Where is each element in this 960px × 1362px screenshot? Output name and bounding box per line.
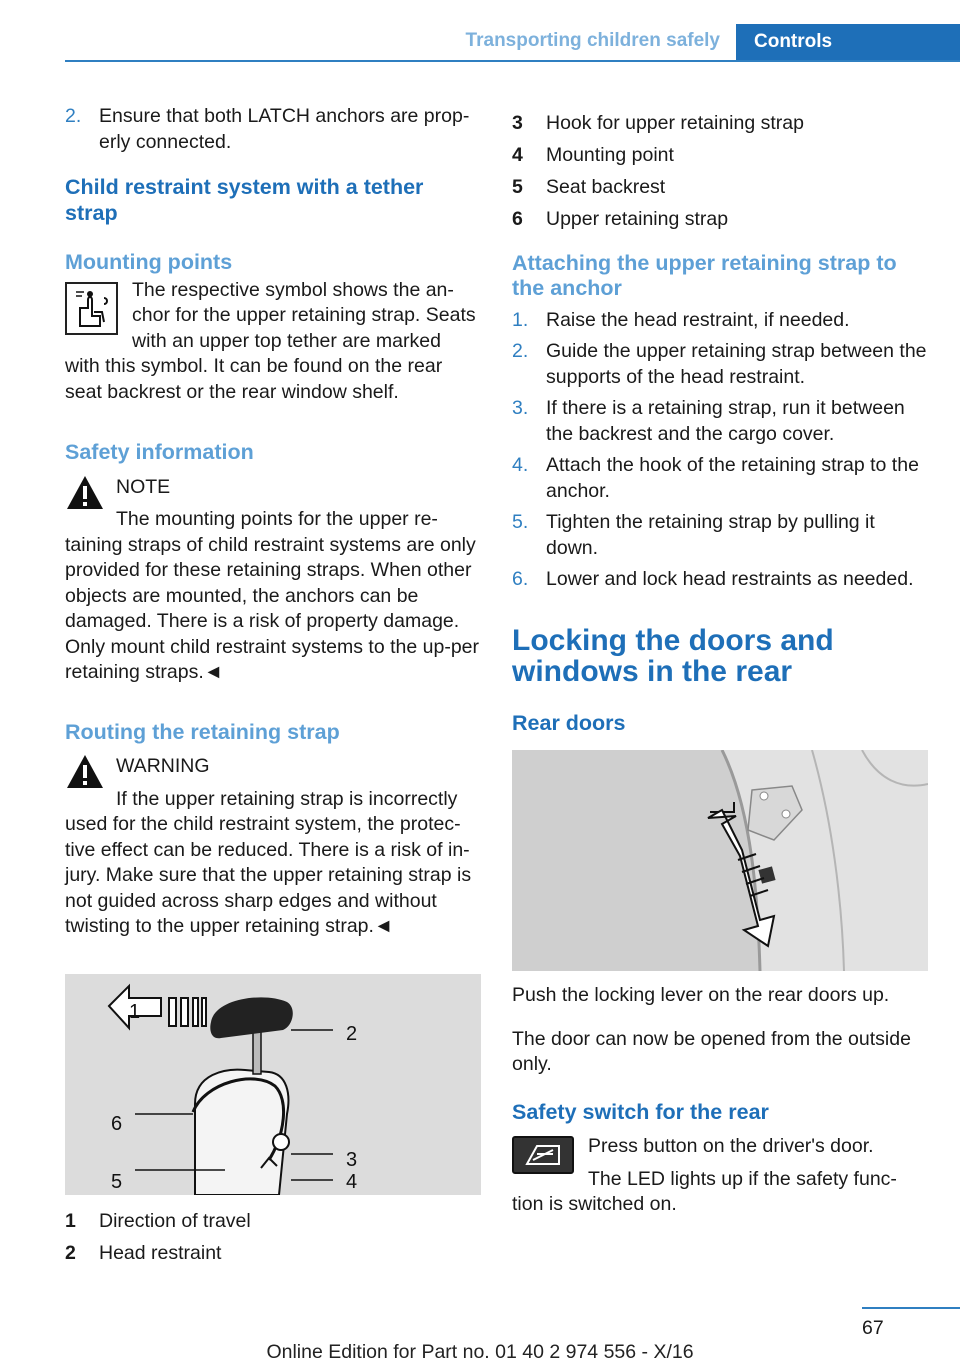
warning-text: If the upper retaining strap is incorrectly used for the child restraint system, the protec‐tive effect can be reduced. There is a risk of in‐jury. Make sure that the upper retaining strap is not guided across sharp edges and without twisting to the upper retaining strap.◄ (65, 787, 472, 937)
step-item (65, 104, 481, 155)
rear-door-figure (512, 750, 928, 971)
left-column (65, 104, 481, 1273)
note-block (65, 475, 481, 686)
note-text: The mounting points for the upper re‐taining straps of child restraint systems are only provided for these retaining straps. When other objects are mounted, the anchors can be damaged. There is a risk of property damage. Only mount child restraint systems to the up‐per retaining straps.◄ (65, 508, 480, 683)
figure-legend (65, 1209, 481, 1267)
chapter-tab[interactable]: Controls (736, 24, 960, 62)
warning-triangle-icon (65, 473, 105, 513)
step-number: 2. (65, 105, 82, 127)
warning-triangle-icon (65, 752, 105, 792)
door-text: The door can now be opened from the outside only. (512, 1027, 911, 1075)
legend-item: 2 Head restraint (65, 1241, 222, 1264)
press-text: Press button on the driver's door. (588, 1135, 874, 1157)
safety-heading: Safety information (65, 440, 254, 464)
mounting-text: The respective symbol shows the an‐chor for the upper retaining strap. Seats with an upper top tether are marked with this symbol. It can be found on the rear seat backrest or the rear window shelf. (65, 278, 476, 403)
figure-label-1: 1 (129, 1000, 141, 1023)
step-text: Ensure that both LATCH anchors are prop‐erly connected. (99, 105, 470, 153)
header-rule (65, 60, 960, 62)
figure-label-2: 2 (346, 1022, 358, 1045)
footer-rule (862, 1307, 960, 1309)
step-item: 3. If there is a retaining strap, run it between the backrest and the cargo cover. (512, 397, 905, 445)
legend-item: 5 Seat backrest (512, 176, 666, 198)
right-column (512, 111, 928, 1218)
legend-item: 4 Mounting point (512, 144, 674, 166)
child-lock-button-icon (512, 1136, 574, 1174)
safety-switch-heading: Safety switch for the rear (512, 1099, 769, 1124)
step-item: 2. Guide the upper retaining strap between the supports of the head restraint. (512, 340, 927, 388)
figure-label-5: 5 (111, 1170, 123, 1193)
step-item: 1. Raise the head restraint, if needed. (512, 308, 850, 331)
figure-label-4: 4 (346, 1170, 358, 1193)
legend-item: 3 Hook for upper retaining strap (512, 112, 804, 134)
note-title: NOTE (116, 475, 171, 498)
tether-heading: Child restraint system with a tether strap (65, 175, 424, 225)
child-seat-anchor-icon (65, 282, 118, 335)
tether-figure (65, 974, 481, 1195)
step-item: 4. Attach the hook of the retaining strap to the anchor. (512, 454, 919, 502)
step-item: 5. Tighten the retaining strap by pulling it down. (512, 511, 875, 559)
legend-item: 1 Direction of travel (65, 1209, 251, 1232)
led-text: The LED lights up if the safety func‐tion is switched on. (512, 1167, 897, 1215)
figure-legend-continued (512, 111, 928, 233)
routing-heading: Routing the retaining strap (65, 719, 340, 744)
page-number: 67 (862, 1317, 884, 1339)
section-title: Transporting children safely (465, 30, 720, 51)
locking-heading: Locking the doors and windows in the rear (512, 623, 834, 688)
figure-label-6: 6 (111, 1112, 123, 1135)
attach-heading: Attaching the upper retaining strap to the anchor (512, 250, 897, 300)
push-text: Push the locking lever on the rear doors up. (512, 984, 890, 1006)
edition-text: Online Edition for Part no. 01 40 2 974 556 - X/16 (266, 1341, 694, 1362)
figure-label-3: 3 (346, 1148, 358, 1171)
step-item: 6. Lower and lock head restraints as needed. (512, 568, 914, 590)
mounting-paragraph (65, 278, 481, 406)
mounting-heading: Mounting points (65, 250, 233, 274)
rear-doors-heading: Rear doors (512, 710, 626, 735)
warning-title: WARNING (116, 755, 210, 777)
attach-steps (512, 308, 928, 593)
safety-switch-block (512, 1134, 928, 1218)
page-header (65, 24, 960, 62)
legend-item: 6 Upper retaining strap (512, 208, 729, 230)
warning-block (65, 754, 481, 940)
